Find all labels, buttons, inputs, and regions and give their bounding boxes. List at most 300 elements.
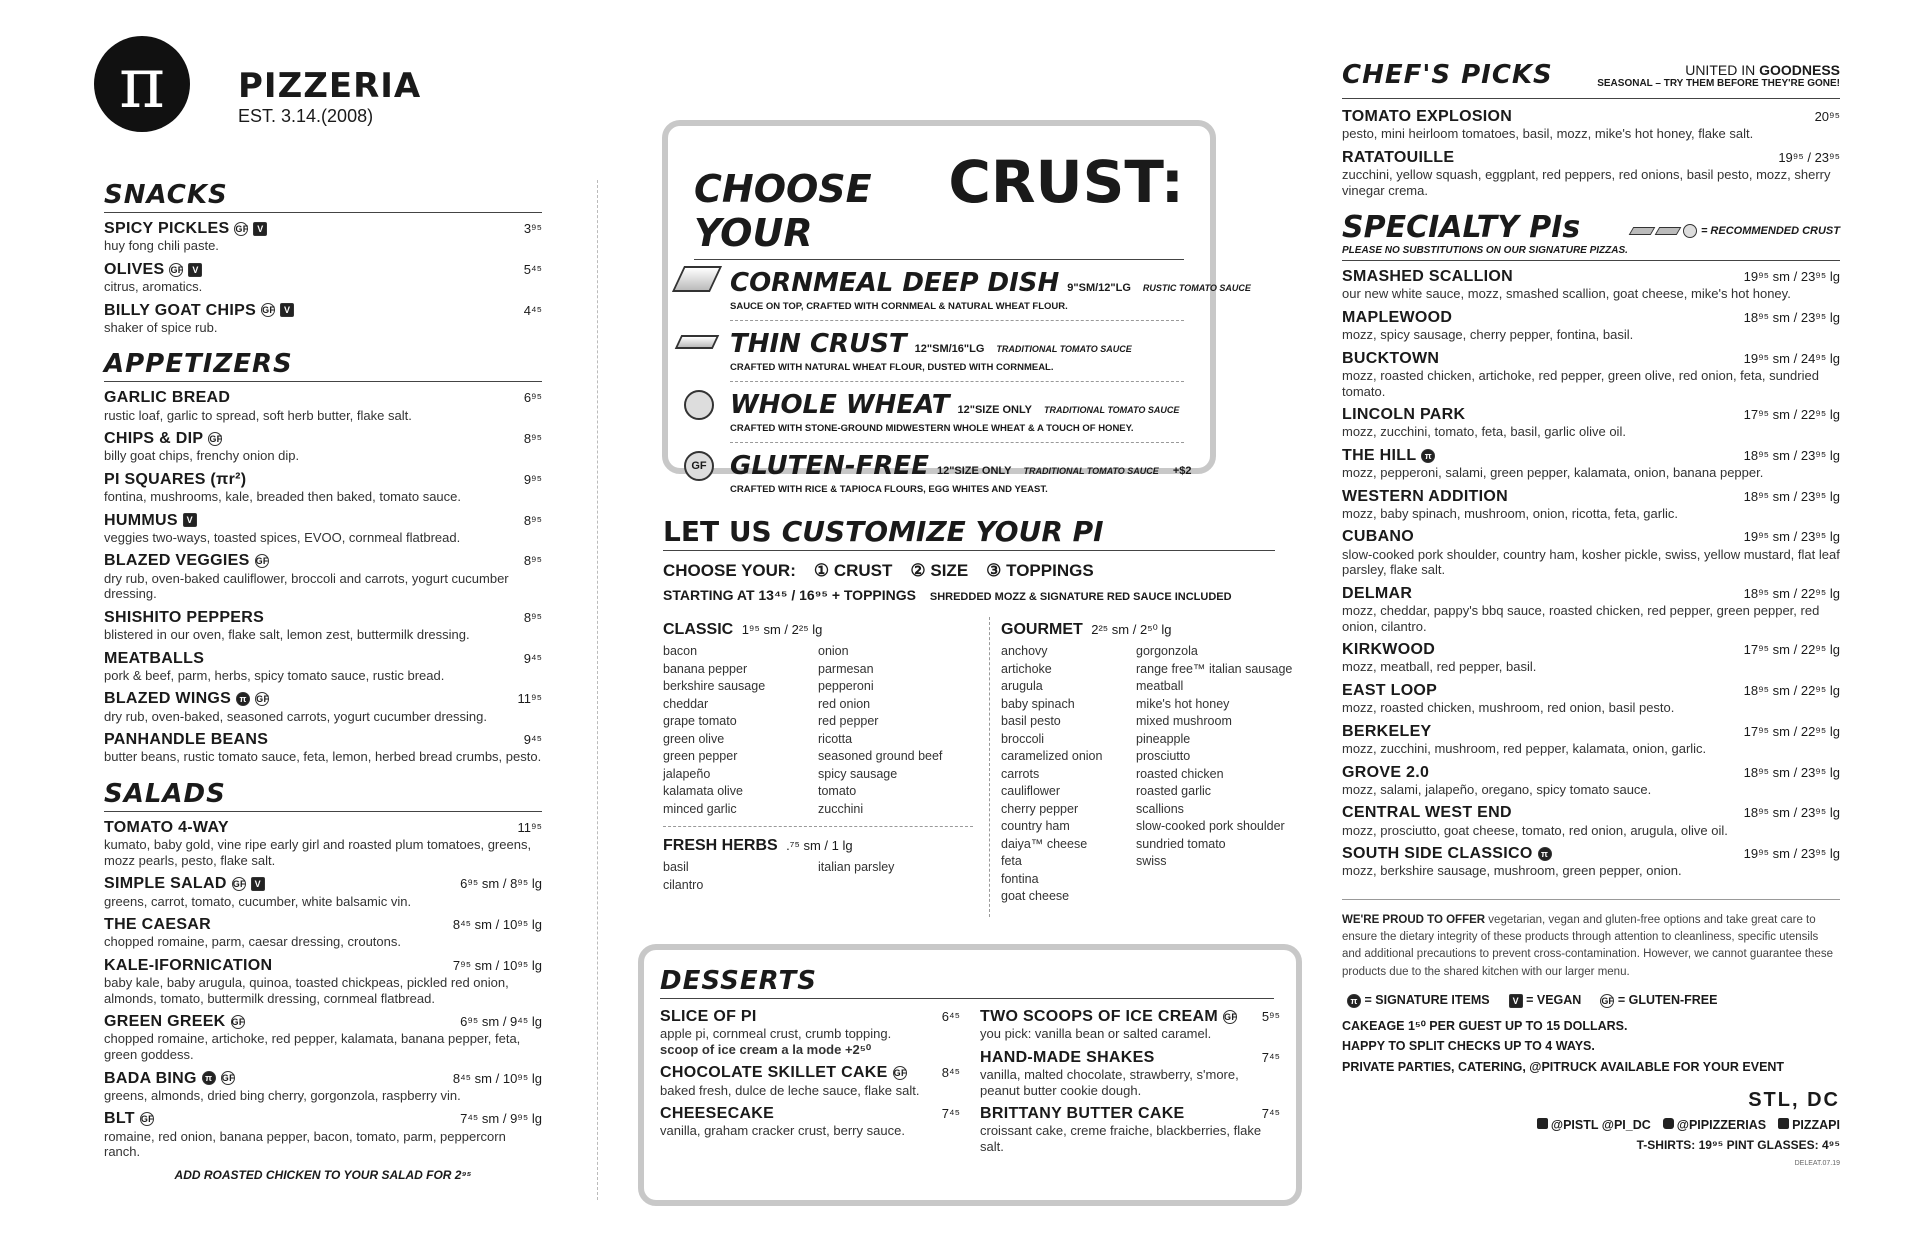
item-name: BUCKTOWN	[1342, 349, 1440, 367]
item-price: 6⁹⁵ sm / 8⁹⁵ lg	[460, 876, 542, 892]
menu-item	[660, 1007, 960, 1057]
menu-item	[104, 689, 542, 724]
gluten-free-icon: GF	[235, 223, 249, 234]
item-price: 6⁴⁵	[941, 1009, 960, 1024]
menu-item	[1342, 487, 1840, 522]
spacer	[104, 771, 542, 779]
menu-item-row	[104, 1069, 542, 1088]
instagram-handle[interactable]: @PIPIZZERIAS	[1663, 1118, 1766, 1132]
item-name: BILLY GOAT CHIPS GF V	[104, 301, 294, 320]
item-name: CHIPS & DIP GF	[104, 430, 223, 448]
menu-item	[980, 1104, 1280, 1154]
customize-title: LET US CUSTOMIZE YOUR PI	[663, 515, 1275, 551]
item-description: baby kale, baby arugula, quinoa, toasted chickpeas, pickled red onion, almonds, tomato, buttermilk dressing, cornmeal flatbread.	[104, 975, 509, 1006]
spacer	[104, 1182, 542, 1190]
topping-item: pepperoni	[818, 679, 874, 693]
item-price: 8⁹⁵	[523, 609, 542, 625]
topping-item: country ham	[1001, 819, 1070, 833]
item-name: KALE-IFORNICATION	[104, 956, 273, 974]
crust-option	[730, 382, 1184, 443]
topping-item: italian parsley	[818, 860, 895, 874]
menu-item	[104, 915, 542, 950]
item-name: BERKELEY	[1342, 722, 1432, 740]
menu-item	[104, 388, 542, 423]
policies: CAKEAGE 1⁵⁰ PER GUEST UP TO 15 DOLLARS. HAPPY TO SPLIT CHECKS UP TO 4 WAYS. PRIVATE PARTIES, CATERING, @PITRUCK AVAILABLE FOR YOUR EVENT	[1342, 1018, 1785, 1074]
topping-item: red onion	[818, 696, 871, 711]
facebook-handle[interactable]: PIZZAPI	[1778, 1118, 1840, 1132]
item-price: 19⁹⁵ sm / 23⁹⁵ lg	[1743, 269, 1840, 285]
item-name: MEATBALLS	[104, 649, 205, 667]
item-price: 18⁹⁵ sm / 22⁹⁵ lg	[1743, 585, 1840, 601]
item-description: chopped romaine, artichoke, red pepper, kalamata, banana pepper, feta, green goddess.	[104, 1031, 521, 1063]
thin-crust-icon	[675, 335, 720, 349]
item-price: 18⁹⁵ sm / 23⁹⁵ lg	[1743, 309, 1840, 325]
menu-item	[1342, 681, 1840, 716]
item-name: CHEESECAKE	[660, 1105, 775, 1123]
topping-item: bacon	[663, 644, 698, 658]
menu-item	[1342, 107, 1840, 142]
topping-item: gorgonzola	[1136, 644, 1198, 658]
item-name: SMASHED SCALLION	[1342, 268, 1514, 286]
item-name: BADA BING π GF	[104, 1069, 235, 1087]
vegan-icon: V	[251, 877, 265, 891]
signature-icon: π	[202, 1071, 216, 1085]
item-description: dry rub, oven-baked cauliflower, broccoli and carrots, yogurt cucumber dressing.	[104, 570, 509, 602]
menu-item	[1342, 527, 1840, 577]
item-price: 9⁴⁵	[523, 650, 542, 666]
menu-item	[1342, 722, 1840, 757]
dessert-col	[980, 1007, 1280, 1161]
topping-item: green pepper	[663, 749, 738, 763]
item-description: mozz, zucchini, tomato, feta, basil, garlic olive oil.	[1342, 424, 1626, 440]
menu-item-row	[1342, 527, 1840, 546]
topping-item: basil	[663, 860, 689, 874]
crust-description: CRAFTED WITH RICE & TAPIOCA FLOURS, EGG WHITES AND YEAST.	[730, 484, 1048, 495]
item-name: OLIVES GF V	[104, 260, 202, 279]
menu-item	[104, 429, 542, 464]
menu-item-row	[104, 818, 542, 837]
item-price: 18⁹⁵ sm / 23⁹⁵ lg	[1743, 805, 1840, 821]
menu-item-row	[104, 874, 542, 893]
desserts-title: DESSERTS	[660, 966, 1274, 999]
topping-item: scallions	[1136, 801, 1184, 816]
item-name: TWO SCOOPS OF ICE CREAM GF	[980, 1008, 1238, 1025]
menu-item-row	[1342, 148, 1840, 167]
item-name: HUMMUS V	[104, 511, 197, 530]
crust-description: SAUCE ON TOP, CRAFTED WITH CORNMEAL & NATURAL WHEAT FLOUR.	[730, 301, 1068, 312]
item-price: 17⁹⁵ sm / 22⁹⁵ lg	[1743, 642, 1840, 658]
item-description: romaine, red onion, banana pepper, bacon, tomato, parm, peppercorn ranch.	[104, 1128, 506, 1160]
menu-item-row	[104, 956, 542, 975]
item-description: croissant cake, creme fraiche, blackberries, flake salt.	[980, 1123, 1262, 1154]
topping-item: parmesan	[818, 661, 874, 676]
brand-est: EST. 3.14.(2008)	[238, 106, 374, 126]
topping-item: prosciutto	[1136, 749, 1191, 763]
crust-size: 9"SM/12"LG	[1067, 282, 1131, 294]
item-price: 7⁴⁵	[941, 1106, 960, 1122]
topping-item: roasted garlic	[1136, 784, 1212, 798]
item-name: THE CAESAR	[104, 916, 212, 934]
item-price: 9⁹⁵	[523, 471, 542, 487]
item-name: TOMATO EXPLOSION	[1342, 108, 1513, 125]
gluten-free-icon: GF	[231, 1017, 245, 1028]
crust-description: CRAFTED WITH STONE-GROUND MIDWESTERN WHOLE WHEAT & A TOUCH OF HONEY.	[730, 423, 1134, 434]
item-name: CHOCOLATE SKILLET CAKE GF	[660, 1064, 907, 1082]
topping-item: onion	[818, 644, 849, 658]
item-price: 18⁹⁵ sm / 23⁹⁵ lg	[1743, 488, 1840, 504]
topping-item	[1136, 888, 1301, 906]
item-description: mozz, baby spinach, mushroom, onion, ricotta, feta, garlic.	[1342, 505, 1678, 521]
menu-item-row	[104, 1012, 542, 1031]
crust-box	[662, 120, 1251, 495]
crust-title: CHOOSE YOUR CRUST:	[694, 126, 1184, 260]
info-block: WE'RE PROUD TO OFFER vegetarian, vegan and gluten-free options and take great care to ensure the dietary integrity of these products through attention to cleanliness, specific utensils and additional precautions to prevent cross-contamination. However, we cannot guarantee these products due to the shared kitchen with our larger menu.	[1342, 899, 1840, 981]
item-description: mozz, spicy sausage, cherry pepper, fontina, basil.	[1342, 327, 1634, 343]
item-price: 19⁹⁵ / 23⁹⁵	[1778, 149, 1840, 165]
item-description: mozz, prosciutto, goat cheese, tomato, red onion, arugula, olive oil.	[1342, 822, 1728, 838]
topping-item: roasted chicken	[1136, 766, 1224, 781]
menu-item	[104, 1069, 542, 1104]
item-description: mozz, berkshire sausage, mushroom, green pepper, onion.	[1342, 863, 1682, 879]
topping-item: caramelized onion	[1001, 749, 1103, 763]
menu-item-row	[104, 470, 542, 489]
menu-item-row	[104, 915, 542, 934]
menu-item-row	[1342, 446, 1840, 465]
topping-item	[818, 877, 973, 895]
facebook-icon	[1778, 1118, 1789, 1129]
crust-head	[730, 329, 1132, 359]
topping-item: jalapeño	[663, 766, 711, 781]
item-name: BRITTANY BUTTER CAKE	[980, 1105, 1185, 1123]
item-price: 7⁴⁵	[1261, 1049, 1280, 1065]
item-name: CUBANO	[1342, 528, 1415, 546]
topping-item: anchovy	[1001, 644, 1048, 658]
gluten-free-icon: GF	[684, 451, 714, 481]
menu-item	[1342, 267, 1840, 302]
menu-item-row	[1342, 107, 1840, 126]
item-description: vanilla, malted chocolate, strawberry, s'more, peanut butter cookie dough.	[980, 1066, 1239, 1098]
item-price: 19⁹⁵ sm / 24⁹⁵ lg	[1743, 350, 1840, 366]
menu-item	[1342, 763, 1840, 798]
topping-item	[1136, 871, 1301, 889]
item-description: chopped romaine, parm, caesar dressing, croutons.	[104, 934, 401, 950]
menu-item-row	[1342, 763, 1840, 782]
menu-item-row	[660, 1104, 960, 1123]
item-name: SOUTH SIDE CLASSICO π	[1342, 844, 1552, 863]
item-description: greens, almonds, dried bing cherry, gorgonzola, raspberry vin.	[104, 1087, 461, 1103]
menu-item	[104, 730, 542, 765]
menu-item-row	[1342, 487, 1840, 506]
menu-item	[660, 1063, 960, 1098]
menu-item	[1342, 446, 1840, 481]
item-name: GREEN GREEK GF	[104, 1013, 245, 1031]
item-description: blistered in our oven, flake salt, lemon zest, buttermilk dressing.	[104, 627, 470, 643]
crust-name: GLUTEN-FREE	[730, 451, 929, 481]
menu-item	[1342, 349, 1840, 399]
topping-item: green olive	[663, 731, 725, 746]
item-price: 4⁴⁵	[523, 302, 542, 318]
menu-item	[1342, 584, 1840, 634]
gluten-free-icon: GF	[262, 305, 276, 316]
item-description: mozz, roasted chicken, mushroom, red onion, basil pesto.	[1342, 700, 1675, 716]
item-description: pesto, mini heirloom tomatoes, basil, mozz, mike's hot honey, flake salt.	[1342, 126, 1754, 142]
menu-item-row	[980, 1007, 1280, 1026]
item-price: 20⁹⁵	[1814, 109, 1840, 124]
menu-item-row	[1342, 308, 1840, 327]
item-description: veggies two-ways, toasted spices, EVOO, cornmeal flatbread.	[104, 529, 461, 545]
item-description: apple pi, cornmeal crust, crumb topping.	[660, 1026, 892, 1042]
crust-size: 12"SIZE ONLY	[936, 465, 1012, 477]
specialty-header: SPECIALTY PIs = RECOMMENDED CRUST PLEASE NO SUBSTITUTIONS ON OUR SIGNATURE PIZZAS.	[1342, 210, 1840, 261]
item-name: BLAZED WINGS π GF	[104, 690, 270, 708]
crust-body	[730, 390, 1179, 434]
item-price: 17⁹⁵ sm / 22⁹⁵ lg	[1743, 723, 1840, 739]
menu-item	[1342, 308, 1840, 343]
crust-sauce: TRADITIONAL TOMATO SAUCE	[1044, 405, 1180, 415]
item-price: 8⁹⁵	[523, 512, 542, 528]
crust-name: WHOLE WHEAT	[730, 390, 950, 420]
brand	[94, 36, 434, 132]
topping-item: cherry pepper	[1001, 801, 1079, 816]
menu-item-row	[104, 730, 542, 749]
menu-item	[104, 219, 542, 254]
twitter-handle[interactable]: @PISTL @PI_DC	[1537, 1118, 1651, 1132]
topping-item: arugula	[1001, 679, 1043, 693]
item-description: billy goat chips, frenchy onion dip.	[104, 448, 300, 464]
item-price: 5⁹⁵	[1261, 1009, 1280, 1024]
item-description: citrus, aromatics.	[104, 278, 203, 294]
item-name: WESTERN ADDITION	[1342, 487, 1508, 505]
item-description: greens, carrot, tomato, cucumber, white balsamic vin.	[104, 893, 412, 909]
topping-item: kalamata olive	[663, 784, 743, 798]
menu-item	[104, 649, 542, 684]
menu-item-row	[104, 649, 542, 668]
item-price: 5⁴⁵	[523, 261, 542, 277]
gluten-free-icon: GF	[170, 264, 184, 275]
item-price: 6⁹⁵	[523, 390, 542, 406]
crust-upcharge: +$2	[1172, 465, 1192, 477]
menu-item	[660, 1104, 960, 1139]
crust-body	[730, 451, 1191, 495]
topping-item: mixed mushroom	[1136, 714, 1232, 728]
menu-item	[104, 301, 542, 336]
topping-item: grape tomato	[663, 714, 737, 728]
customize-section	[663, 515, 1293, 911]
item-description: mozz, cheddar, pappy's bbq sauce, roasted chicken, red pepper, green pepper, red onion, cilantro.	[1342, 603, 1820, 634]
gluten-free-icon: GF	[255, 556, 269, 567]
menu-item-row	[104, 219, 542, 238]
menu-item-row	[104, 388, 542, 407]
item-price: 19⁹⁵ sm / 23⁹⁵ lg	[1743, 846, 1840, 862]
topping-item: daiya™ cheese	[1001, 836, 1088, 851]
item-description: mozz, roasted chicken, artichoke, red pepper, green olive, red onion, feta, sundried tomato.	[1342, 367, 1819, 399]
topping-item: berkshire sausage	[663, 679, 766, 693]
instagram-icon	[1663, 1118, 1674, 1129]
item-price: 8⁴⁵ sm / 10⁹⁵ lg	[452, 917, 542, 933]
menu-item	[1342, 405, 1840, 440]
item-price: 11⁹⁵	[517, 819, 542, 835]
topping-item: slow-cooked pork shoulder	[1136, 819, 1285, 833]
vegan-icon: V	[183, 513, 197, 527]
dessert-col	[660, 1007, 960, 1161]
pi-logo-icon: π	[118, 42, 165, 124]
item-price: 7⁴⁵	[1261, 1106, 1280, 1122]
item-price: 11⁹⁵	[517, 691, 542, 707]
topping-item: zucchini	[818, 801, 864, 816]
topping-item: spicy sausage	[818, 766, 898, 781]
item-name: PANHANDLE BEANS	[104, 731, 269, 749]
item-description: kumato, baby gold, vine ripe early girl and roasted plum tomatoes, greens, mozz pearls, pesto, flake salt.	[104, 837, 532, 868]
vegan-icon: V	[188, 263, 202, 277]
menu-item-row	[980, 1048, 1280, 1067]
item-price: 9⁴⁵	[523, 732, 542, 748]
item-price: 17⁹⁵ sm / 22⁹⁵ lg	[1743, 407, 1840, 423]
item-description: mozz, salami, jalapeño, oregano, spicy tomato sauce.	[1342, 781, 1652, 797]
crust-size: 12"SM/16"LG	[914, 343, 985, 355]
merch: T-SHIRTS: 19⁹⁵ PINT GLASSES: 4⁹⁵	[1636, 1138, 1840, 1153]
item-name: SHISHITO PEPPERS	[104, 608, 265, 626]
menu-item	[1342, 803, 1840, 838]
menu-item	[104, 818, 542, 868]
item-name: BLT GF	[104, 1110, 154, 1128]
crust-option	[730, 260, 1251, 321]
topping-item: seasoned ground beef	[818, 749, 943, 763]
vegan-icon: V	[1509, 994, 1523, 1008]
topping-item: meatball	[1136, 679, 1184, 693]
item-price: 7⁹⁵ sm / 10⁹⁵ lg	[452, 957, 542, 973]
gluten-free-icon: GF	[140, 1114, 154, 1125]
topping-item: pineapple	[1136, 731, 1191, 746]
item-name: GARLIC BREAD	[104, 389, 231, 407]
item-name: KIRKWOOD	[1342, 641, 1436, 659]
topping-item: feta	[1001, 854, 1022, 868]
item-name: SLICE OF PI	[660, 1008, 757, 1025]
item-price: 8⁴⁵ sm / 10⁹⁵ lg	[452, 1070, 542, 1086]
menu-item-row	[1342, 640, 1840, 659]
menu-item-row	[104, 301, 542, 320]
snacks-title: SNACKS	[104, 180, 542, 213]
menu-item-row	[660, 1007, 960, 1026]
topping-item: range free™ italian sausage	[1136, 661, 1293, 676]
topping-item: sundried tomato	[1136, 836, 1226, 851]
item-name: DELMAR	[1342, 584, 1413, 602]
menu-item-row	[1342, 267, 1840, 286]
crust-head	[730, 268, 1251, 298]
topping-item: baby spinach	[1001, 696, 1075, 711]
menu-item-row	[660, 1063, 960, 1082]
menu-item-row	[1342, 722, 1840, 741]
item-price: 8⁹⁵	[523, 431, 542, 447]
menu-item	[980, 1048, 1280, 1098]
appetizers-title: APPETIZERS	[104, 349, 542, 382]
gluten-free-icon: GF	[256, 694, 270, 705]
menu-item	[104, 511, 542, 546]
crust-head	[730, 390, 1179, 420]
gourmet-toppings: GOURMET 2²⁵ sm / 2⁵⁰ lg anchovy gorgonzola artichoke range free™ italian sausage arugula meatball baby spinach mike's hot honey basil pesto mixed mushroom broccoli pineapple caramelized onion prosciutto carrots roasted chicken cauliflower roasted garlic cherry pepper scallions country ham slow-cooked pork shoulder daiya™ cheese sundried tomato feta swiss fontina goat cheese	[1001, 621, 1301, 906]
item-description: you pick: vanilla bean or salted caramel.	[980, 1026, 1212, 1042]
item-name: RATATOUILLE	[1342, 148, 1455, 166]
menu-item	[1342, 640, 1840, 675]
gluten-free-icon: GF	[221, 1073, 235, 1084]
twitter-icon	[1537, 1118, 1548, 1129]
item-price: 6⁹⁵ sm / 9⁴⁵ lg	[460, 1014, 542, 1030]
item-name: SPICY PICKLES GF V	[104, 219, 267, 238]
item-description: mozz, zucchini, mushroom, red pepper, kalamata, onion, garlic.	[1342, 740, 1707, 756]
topping-item: cauliflower	[1001, 784, 1061, 798]
menu-item-row	[104, 1109, 542, 1128]
item-description: pork & beef, parm, herbs, spicy tomato sauce, rustic bread.	[104, 667, 445, 683]
item-name: CENTRAL WEST END	[1342, 804, 1512, 822]
menu-item-row	[980, 1104, 1280, 1123]
crust-option	[691, 443, 1192, 503]
item-note: scoop of ice cream a la mode +2⁵⁰	[660, 1041, 872, 1057]
item-description: baked fresh, dulce de leche sauce, flake salt.	[660, 1082, 920, 1098]
topping-item: cilantro	[663, 877, 704, 892]
topping-item: tomato	[818, 784, 857, 798]
item-price: 8⁴⁵	[941, 1065, 960, 1081]
item-price: 8⁹⁵	[523, 553, 542, 569]
menu-code: DELEAT.07.19	[1794, 1160, 1840, 1168]
menu-item-row	[104, 260, 542, 279]
menu-item	[104, 1109, 542, 1159]
menu-item-row	[1342, 844, 1840, 863]
crust-size: 12"SIZE ONLY	[957, 404, 1033, 416]
crust-head	[730, 451, 1191, 481]
chefs-picks-header: CHEF'S PICKS UNITED IN GOODNESS SEASONAL – TRY THEM BEFORE THEY'RE GONE!	[1342, 60, 1840, 90]
brand-name: PIZZERIA	[238, 66, 422, 106]
wheat-icon	[684, 390, 714, 420]
item-description: shaker of spice rub.	[104, 319, 218, 335]
legend-row: π = SIGNATURE ITEMS V = VEGAN GF = GLUTEN-FREE	[1342, 993, 1840, 1008]
item-description: fontina, mushrooms, kale, breaded then baked, tomato sauce.	[104, 489, 461, 505]
item-name: LINCOLN PARK	[1342, 406, 1466, 424]
topping-item: artichoke	[1001, 661, 1052, 676]
gluten-free-icon: GF	[893, 1068, 907, 1079]
menu-item-row	[1342, 681, 1840, 700]
item-description: mozz, pepperoni, salami, green pepper, kalamata, onion, banana pepper.	[1342, 465, 1764, 481]
gluten-free-icon: GF	[232, 879, 246, 890]
menu-item-row	[104, 608, 542, 627]
salad-addon-note: ADD ROASTED CHICKEN TO YOUR SALAD FOR 2⁹⁵	[174, 1167, 472, 1182]
item-description: rustic loaf, garlic to spread, soft herb butter, flake salt.	[104, 407, 412, 423]
menu-item	[104, 956, 542, 1006]
menu-item	[980, 1007, 1280, 1042]
item-price: 18⁹⁵ sm / 22⁹⁵ lg	[1743, 682, 1840, 698]
topping-item: cheddar	[663, 696, 709, 711]
menu-item	[104, 260, 542, 295]
item-name: TOMATO 4-WAY	[104, 818, 229, 836]
topping-item: basil pesto	[1001, 714, 1061, 728]
menu-item	[104, 608, 542, 643]
item-price: 19⁹⁵ sm / 23⁹⁵ lg	[1743, 529, 1840, 545]
wheat-icon	[1683, 224, 1697, 238]
left-column	[104, 180, 542, 1190]
topping-item: goat cheese	[1001, 889, 1070, 903]
menu-item	[104, 470, 542, 505]
signature-icon: π	[1347, 994, 1361, 1008]
item-description: dry rub, oven-baked, seasoned carrots, yogurt cucumber dressing.	[104, 708, 487, 724]
item-description: huy fong chili paste.	[104, 238, 219, 254]
crust-sauce: TRADITIONAL TOMATO SAUCE	[1023, 466, 1159, 476]
vegan-icon: V	[280, 303, 294, 317]
desserts-box	[638, 944, 1302, 1206]
topping-item: banana pepper	[663, 661, 748, 676]
topping-item: swiss	[1136, 854, 1167, 868]
topping-item: ricotta	[818, 731, 853, 746]
topping-item: mike's hot honey	[1136, 696, 1230, 711]
crust-description: CRAFTED WITH NATURAL WHEAT FLOUR, DUSTED WITH CORNMEAL.	[730, 362, 1054, 373]
topping-item: red pepper	[818, 714, 879, 728]
